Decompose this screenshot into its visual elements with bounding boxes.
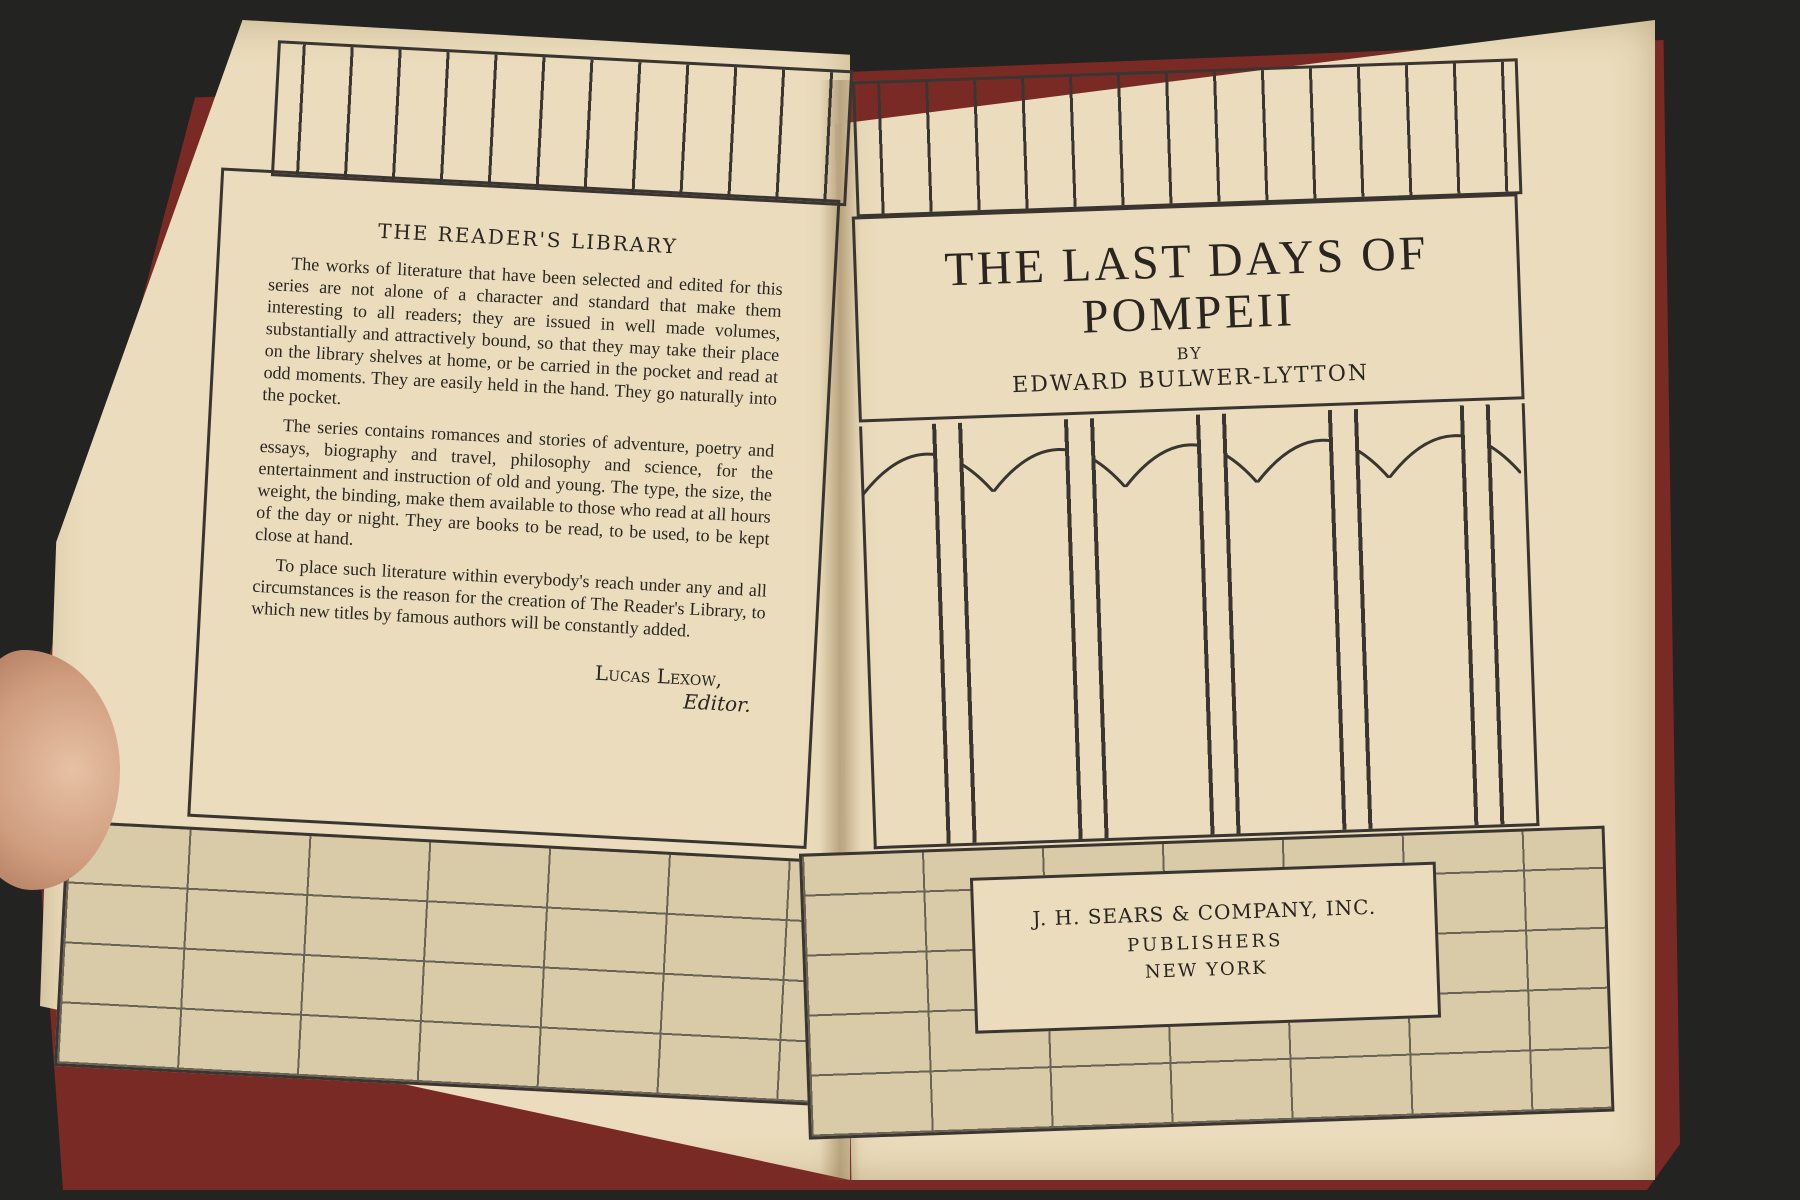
- title-line-1: THE LAST DAYS OF: [943, 226, 1430, 297]
- readers-library-text-panel: [187, 167, 840, 849]
- right-page-frame: [772, 46, 1609, 1133]
- editor-name: Lucas Lexow,: [594, 660, 723, 692]
- publisher-name: J. H. SEARS & COMPANY, INC.: [1032, 894, 1377, 931]
- brick-wall-ornament: [54, 820, 832, 1106]
- editor-title: Editor.: [682, 689, 752, 717]
- by-label: BY: [1176, 343, 1204, 364]
- publisher-role: PUBLISHERS: [1126, 929, 1284, 957]
- gothic-arcade-ornament-right: [852, 58, 1522, 217]
- title-line-2: POMPEII: [1080, 283, 1296, 344]
- paragraph-1: The works of literature that have been selected and edited for this series are not alone of a character and standard that make them interesting to all readers; they are issued in well made volumes, substantially and attractively bound, so that they may take their place on the library shelves at home, or be carried in the pocket and read at odd moments. They are easily held in the hand. They go naturally into the pocket.: [261, 253, 784, 409]
- columns-ornament: [859, 403, 1539, 849]
- paragraph-2: The series contains romances and stories of adventure, poetry and essays, biography and travel, philosophy and science, for the entertainment and instruction of old and young. The type, the size, the weight, the binding, make them available to those who read at all hours of the day or night. They are books to be read, to be used, to be kept close at hand.: [254, 415, 775, 549]
- title-box: [852, 193, 1525, 422]
- left-page-frame: [33, 30, 867, 1129]
- publisher-city: NEW YORK: [1144, 957, 1268, 983]
- book-title: [856, 224, 1519, 351]
- publisher-box: [970, 862, 1441, 1034]
- author-name: EDWARD BULWER-LYTTON: [1011, 360, 1370, 399]
- paragraph-3: To place such literature within everybody's reach under any and all circumstances is the reason for the creation of The Reader's Library, to which new titles by famous authors will be constantly added.: [250, 554, 768, 641]
- readers-library-heading: THE READER'S LIBRARY: [377, 218, 679, 259]
